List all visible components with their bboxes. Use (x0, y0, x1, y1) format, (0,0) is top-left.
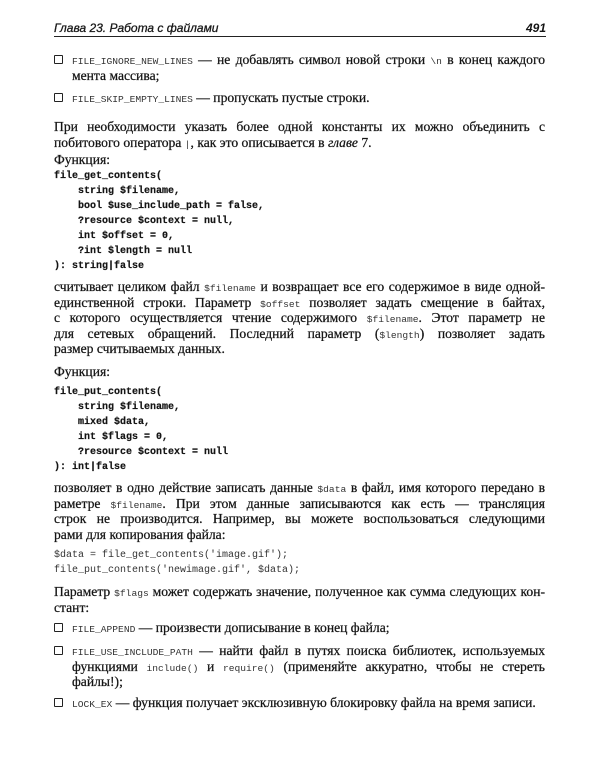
text-line (54, 527, 545, 543)
bullet-square-icon (54, 698, 63, 707)
text-run: позволяет задать смещение в байтах, (309, 294, 545, 310)
text-run: с которого осуществляется чтение содержимого (54, 310, 367, 326)
bullet-file-skip-empty-lines (72, 90, 545, 106)
text-line (72, 659, 545, 675)
inline-code: include() (146, 662, 199, 674)
text-run: — функция получает эксклюзивную блокировку файла на время записи. (112, 695, 536, 710)
text-run: 7. (357, 134, 372, 150)
function-label (54, 152, 545, 168)
text-run: в конец каждого (447, 52, 545, 67)
text-line: string $filename, (54, 186, 181, 197)
text-line: ?resource $context = null, (54, 216, 235, 227)
text-run: позволяет в одно действие записать данные (54, 480, 318, 495)
text-line: $data = file_get_contents('image.gif'); (54, 550, 289, 561)
text-run: мента массива; (72, 67, 160, 83)
text-line (54, 119, 545, 135)
text-run: функциями (72, 658, 147, 674)
inline-code: $offset (260, 298, 301, 310)
text-run: . При этом данные записываются как есть — трансляция (162, 495, 545, 511)
inline-code: FILE_SKIP_EMPTY_LINES (72, 94, 193, 105)
text-line (72, 90, 545, 106)
text-line: int $offset = 0, (54, 231, 175, 242)
text-run: , как это описывается в (190, 134, 328, 150)
text-run: Функция: (54, 364, 110, 379)
text-run: (применяйте аккуратно, чтобы не стереть (283, 658, 545, 674)
text-line (54, 326, 545, 342)
text-run: — не добавлять символ новой строки (192, 52, 431, 67)
running-header (54, 20, 546, 37)
bullet-square-icon (54, 55, 63, 64)
text-run: стант: (54, 599, 90, 615)
chapter-title: Глава 23. Работа с файлами (54, 21, 219, 35)
text-line (54, 364, 545, 380)
text-run: рами для копирования файла: (54, 526, 226, 542)
bullet-file-use-include-path (72, 643, 545, 690)
text-line: file_put_contents('newimage.gif', $data); (54, 565, 301, 576)
text-line (54, 135, 545, 151)
inline-code: $filename (204, 283, 256, 294)
bullet-lock-ex (72, 695, 545, 711)
text-line: mixed $data, (54, 417, 151, 428)
italic-text: главе (327, 134, 358, 150)
text-run: файлы!); (72, 674, 123, 690)
text-line (72, 52, 545, 68)
page-number: 491 (525, 21, 546, 35)
text-line: ): int|false (54, 462, 127, 473)
text-line (54, 480, 545, 496)
bullet-square-icon (54, 646, 63, 655)
text-run: — произвести дописывание в конец файла; (135, 620, 390, 635)
text-line: string $filename, (54, 402, 181, 413)
text-run: в файл, имя которого передано в (350, 480, 545, 495)
text-line (72, 695, 545, 711)
inline-code: | (184, 138, 191, 150)
inline-code: FILE_IGNORE_NEW_LINES (72, 56, 193, 67)
text-line (54, 310, 545, 326)
text-run: — пропускать пустые строки. (192, 90, 370, 105)
text-line: ): string|false (54, 261, 145, 272)
text-line: file_get_contents( (54, 171, 163, 182)
inline-code: $filename (110, 499, 163, 511)
inline-code: $data (317, 484, 347, 495)
text-run: размер считываемых данных. (54, 341, 225, 357)
text-line (72, 674, 545, 690)
text-line: bool $use_include_path = false, (54, 201, 265, 212)
paragraph-file-put-contents (54, 480, 545, 542)
text-line (54, 295, 545, 311)
text-line (54, 584, 545, 600)
text-line (54, 152, 545, 168)
bullet-square-icon (54, 623, 63, 632)
inline-code: $length (379, 329, 420, 341)
inline-code: FILE_USE_INCLUDE_PATH (72, 647, 193, 658)
text-run: для сетевых обращений. Последний параметр ( (54, 325, 380, 341)
text-line (72, 643, 545, 659)
inline-code: LOCK_EX (72, 699, 113, 710)
function-label (54, 364, 545, 380)
text-line (54, 496, 545, 512)
bullet-file-ignore-new-lines (72, 52, 545, 83)
inline-code: $flags (114, 588, 149, 599)
text-line (54, 600, 545, 616)
text-run: и (198, 658, 223, 674)
paragraph-file-get-contents (54, 279, 545, 357)
text-run: единственной строки. Параметр (54, 294, 261, 310)
text-run: ) позволяет задать (419, 325, 545, 341)
text-run: побитового оператора (54, 134, 185, 150)
code-file-put-contents-signature (54, 385, 228, 475)
paragraph-bitwise-or (54, 119, 545, 150)
inline-code: FILE_APPEND (72, 624, 136, 635)
inline-code: \n (430, 56, 442, 67)
text-line: ?int $length = null (54, 246, 193, 257)
text-line (54, 341, 545, 357)
bullet-square-icon (54, 93, 63, 102)
text-run: — найти файл в путях поиска библиотек, используемых (192, 643, 545, 658)
text-run: При необходимости указать более одной константы их можно объединить с (54, 119, 545, 134)
text-line (54, 511, 545, 527)
text-line (72, 68, 545, 84)
text-run: может содержать значение, полученное как сумма следующих кон- (148, 584, 545, 599)
code-copy-example (54, 548, 300, 578)
text-line (72, 620, 545, 636)
text-run: раметре (54, 495, 111, 511)
text-run: строк не производится. Например, вы можете воспользоваться следующими (54, 511, 545, 527)
paragraph-flags (54, 584, 545, 615)
text-run: Функция: (54, 152, 110, 167)
text-run: считывает целиком файл (54, 279, 205, 294)
code-file-get-contents-signature (54, 169, 264, 274)
text-run: Параметр (54, 584, 115, 599)
inline-code: $filename (366, 314, 419, 326)
text-run: . Этот параметр не (418, 310, 545, 326)
text-line (54, 279, 545, 295)
text-line: ?resource $context = null (54, 447, 229, 458)
inline-code: require() (223, 662, 275, 674)
text-line: file_put_contents( (54, 387, 163, 398)
bullet-file-append (72, 620, 545, 636)
text-run: и возвращает все его содержимое в виде одной- (255, 279, 545, 294)
text-line: int $flags = 0, (54, 432, 169, 443)
